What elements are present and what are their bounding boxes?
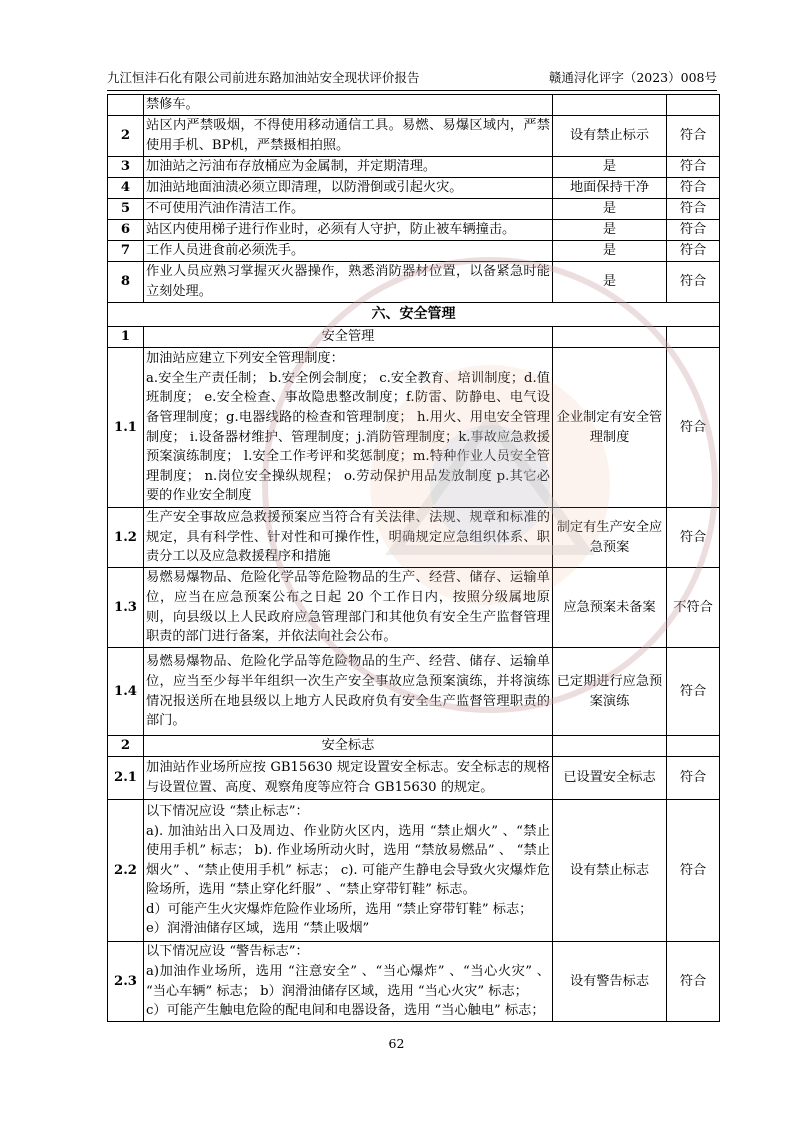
item-number: 4: [108, 178, 144, 199]
check-content: 不可使用汽油作清洁工作。: [144, 199, 553, 220]
check-finding: 是: [553, 241, 667, 262]
table-row: [108, 241, 720, 262]
subsection-row: [108, 736, 720, 757]
table-row: [108, 568, 720, 648]
check-result: 符合: [667, 262, 720, 303]
check-result: 符合: [667, 241, 720, 262]
check-result: 符合: [667, 942, 720, 1022]
check-finding: 是: [553, 157, 667, 178]
page-number: 62: [388, 1036, 405, 1051]
table-row: [108, 116, 720, 157]
item-number: 3: [108, 157, 144, 178]
check-content: 工作人员进食前必须洗手。: [144, 241, 553, 262]
check-content: 站区内严禁吸烟，不得使用移动通信工具。易燃、易爆区域内，严禁使用手机、BP机，严禁摄相拍照。: [144, 116, 553, 157]
empty-cell: [553, 736, 667, 757]
item-number: [108, 95, 144, 116]
subsection-title: 安全标志: [144, 736, 553, 757]
subsection-title: 安全管理: [144, 327, 553, 348]
empty-cell: [553, 327, 667, 348]
check-result: [667, 95, 720, 116]
item-number: 1.1: [108, 348, 144, 508]
empty-cell: [667, 736, 720, 757]
table-row: [108, 508, 720, 568]
item-number: 1.3: [108, 568, 144, 648]
content-line: a.安全生产责任制； b.安全例会制度； c.安全教育、培训制度；d.值班制度； e.安全检查、事故隐患整改制度；f.防雷、防静电、电气设备管理制度；g.电器线路的检查和管理制度； h.用火、用电安全管理制度； i.设备器材维护、管理制度；j.消防管理制度；k.事故应急救援预案演练制度； l.安全工作考评和奖惩制度；m.特种作业人员安全管理制度； n.岗位安全操纵规程； o.劳动保护用品发放制度 p.其它必要的作业安全制度: [146, 370, 550, 504]
check-finding: 设有警告标志: [553, 942, 667, 1022]
table-row: [108, 262, 720, 303]
content-line: c）可能产生触电危险的配电间和电器设备，选用 “当心触电” 标志；: [146, 1003, 545, 1019]
content-line: a)加油作业场所，选用 “注意安全” 、“当心爆炸” 、“当心火灾” 、 “当心车辆” 标志； b）润滑油储存区域，选用 “当心火灾” 标志；: [146, 963, 550, 999]
content-line: 易燃易爆物品、危险化学品等危险物品的生产、经营、储存、运输单位，应当至少每半年组织一次生产安全事故应急预案演练，并将演练情况报送所在地县级以上地方人民政府负有安全生产监督管理职责的部门。: [146, 654, 550, 729]
table-row: [108, 942, 720, 1022]
check-finding: 已定期进行应急预案演练: [553, 648, 667, 736]
content-line: 以下情况应设 “警告标志”：: [146, 944, 309, 960]
check-finding: 是: [553, 262, 667, 303]
check-result: 符合: [667, 348, 720, 508]
check-finding: 已设置安全标志: [553, 757, 667, 800]
table-row: [108, 220, 720, 241]
content-line: 加油站应建立下列安全管理制度：: [146, 351, 344, 367]
page-header: [107, 68, 717, 88]
subsection-row: [108, 327, 720, 348]
item-number: 5: [108, 199, 144, 220]
evaluation-table: [107, 94, 720, 1022]
item-number: 2: [108, 116, 144, 157]
subsection-number: 1: [108, 327, 144, 348]
content-line: d）可能产生火灾爆炸危险作业场所，选用 “禁止穿带钉鞋” 标志；: [146, 901, 533, 917]
content-line: 以下情况应设 “禁止标志”：: [146, 803, 309, 819]
check-content: [144, 348, 553, 508]
check-result: 符合: [667, 157, 720, 178]
item-number: 8: [108, 262, 144, 303]
item-number: 2.2: [108, 800, 144, 942]
check-result: 符合: [667, 508, 720, 568]
item-number: 2.3: [108, 942, 144, 1022]
check-result: 符合: [667, 800, 720, 942]
table-row: [108, 199, 720, 220]
check-result: 符合: [667, 199, 720, 220]
content-line: 生产安全事故应急救援预案应当符合有关法律、法规、规章和标准的规定，具有科学性、针对性和可操作性，明确规定应急组织体系、职责分工以及应急救援程序和措施: [146, 510, 550, 565]
content-line: a). 加油站出入口及周边、作业防火区内，选用 “禁止烟火” 、“禁止使用手机” 标志； b). 作业场所动火时，选用 “禁放易燃品” 、 “禁止烟火” 、“禁止使用手机” 标志； c). 可能产生静电会导致火灾爆炸危险场所，选用 “禁止穿化纤服” 、“禁止穿带钉鞋” 标志。: [146, 823, 550, 898]
check-result: 不符合: [667, 568, 720, 648]
check-result: 符合: [667, 116, 720, 157]
check-finding: 制定有生产安全应急预案: [553, 508, 667, 568]
table-row: [108, 757, 720, 800]
check-content: 作业人员应熟习掌握灭火器操作，熟悉消防器材位置，以备紧急时能立刻处理。: [144, 262, 553, 303]
check-content: [144, 648, 553, 736]
empty-cell: [667, 327, 720, 348]
check-content: 站区内使用梯子进行作业时，必须有人守护，防止被车辆撞击。: [144, 220, 553, 241]
item-number: 7: [108, 241, 144, 262]
table-row: [108, 178, 720, 199]
check-finding: 企业制定有安全管理制度: [553, 348, 667, 508]
check-result: 符合: [667, 648, 720, 736]
header-divider: [107, 90, 717, 91]
check-finding: 应急预案未备案: [553, 568, 667, 648]
item-number: 1.2: [108, 508, 144, 568]
subsection-number: 2: [108, 736, 144, 757]
item-number: 2.1: [108, 757, 144, 800]
item-number: 1.4: [108, 648, 144, 736]
check-content: [144, 757, 553, 800]
check-finding: 是: [553, 220, 667, 241]
check-content: [144, 568, 553, 648]
table-row: [108, 648, 720, 736]
check-finding: 设有禁止标示: [553, 116, 667, 157]
content-line: e）润滑油储存区域，选用 “禁止吸烟”: [146, 921, 370, 937]
table-row: [108, 95, 720, 116]
check-finding: [553, 95, 667, 116]
check-finding: 设有禁止标志: [553, 800, 667, 942]
check-finding: 是: [553, 199, 667, 220]
check-content: 加油站地面油渍必须立即清理，以防滑倒或引起火灾。: [144, 178, 553, 199]
check-content: [144, 800, 553, 942]
check-result: 符合: [667, 757, 720, 800]
check-content: [144, 942, 553, 1022]
check-result: 符合: [667, 178, 720, 199]
report-number: 赣通浔化评字（2023）008号: [548, 70, 717, 85]
check-content: 禁修车。: [144, 95, 553, 116]
item-number: 6: [108, 220, 144, 241]
check-content: 加油站之污油布存放桶应为金属制，并定期清理。: [144, 157, 553, 178]
content-line: 加油站作业场所应按 GB15630 规定设置安全标志。安全标志的规格与设置位置、高度、观察角度等应符合 GB15630 的规定。: [146, 760, 550, 795]
section-title: 六、安全管理: [108, 303, 720, 327]
check-content: [144, 508, 553, 568]
report-title: 九江恒沣石化有限公司前进东路加油站安全现状评价报告: [107, 70, 420, 85]
check-finding: 地面保持干净: [553, 178, 667, 199]
check-result: 符合: [667, 220, 720, 241]
table-row: [108, 348, 720, 508]
section-heading-row: [108, 303, 720, 327]
table-row: [108, 800, 720, 942]
content-line: 易燃易爆物品、危险化学品等危险物品的生产、经营、储存、运输单位，应当在应急预案公布之日起 20 个工作日内，按照分级属地原则，向县级以上人民政府应急管理部门和其他负有安全生产监督管理职责的部门进行备案，并依法向社会公布。: [146, 570, 550, 645]
table-row: [108, 157, 720, 178]
